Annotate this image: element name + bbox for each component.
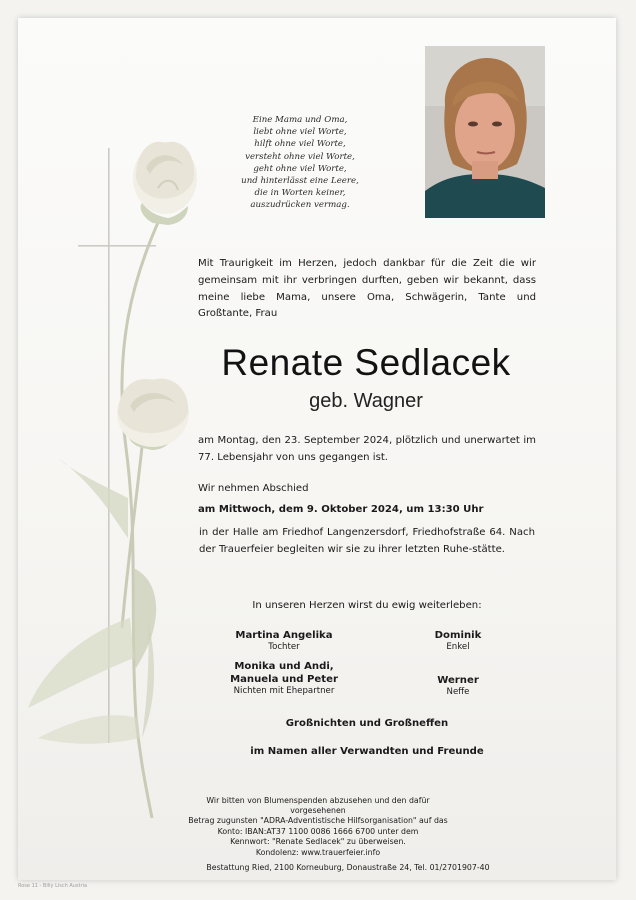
poem-line: geht ohne viel Worte, xyxy=(253,163,347,174)
image-credit: Rose 11 - Billy Lisch Austria xyxy=(18,883,88,889)
poem-line: versteht ohne viel Worte, xyxy=(245,151,355,162)
mourner-name: Werner xyxy=(437,675,479,686)
poem xyxy=(218,114,382,212)
intro-text: Mit Traurigkeit im Herzen, jedoch dankbar für die Zeit die wir gemeinsam mit ihr verbringen durften, geben wir bekannt, dass meine liebe Mama, unsere Oma, Schwägerin, Tante und Großtante, Frau xyxy=(198,258,536,320)
farewell-intro: Wir nehmen Abschied xyxy=(198,483,309,494)
mourner-relation: Tochter xyxy=(268,642,300,652)
donation-notice-line: Kennwort: "Renate Sedlacek" zu überweisen. xyxy=(230,836,406,846)
mourner-name: Dominik xyxy=(434,630,482,641)
donation-notice xyxy=(178,796,458,847)
portrait-photo xyxy=(425,46,545,218)
donation-notice-line: Wir bitten von Blumenspenden abzusehen und den dafür vorgesehenen xyxy=(206,796,430,816)
hearts-line: In unseren Herzen wirst du ewig weiterleben: xyxy=(252,600,482,611)
death-text: am Montag, den 23. September 2024, plötzlich und unerwartet im 77. Lebensjahr von uns gegangen ist. xyxy=(198,435,536,463)
all-relatives-line: im Namen aller Verwandten und Freunde xyxy=(250,746,484,757)
grand-nieces-line: Großnichten und Großneffen xyxy=(285,718,449,729)
poem-line: und hinterlässt eine Leere, xyxy=(241,176,359,187)
condolence-link[interactable]: Kondolenz: www.trauerfeier.info xyxy=(255,848,381,857)
mourner-relation: Neffe xyxy=(446,687,470,697)
mourner-name: Manuela und Peter xyxy=(230,674,338,685)
mourner-relation: Enkel xyxy=(446,642,470,652)
donation-notice-line: Betrag zugunsten "ADRA-Adventistische Hilfsorganisation" auf das xyxy=(188,816,448,826)
mourner-entry xyxy=(184,629,384,653)
mourner-relation: Nichten mit Ehepartner xyxy=(233,686,335,696)
farewell-date-time: am Mittwoch, dem 9. Oktober 2024, um 13:30 Uhr xyxy=(198,504,484,515)
donation-notice-line: Konto: IBAN:AT37 1100 0086 1666 6700 unter dem xyxy=(217,826,419,836)
poem-line: liebt ohne viel Worte, xyxy=(253,127,347,138)
mourner-entry xyxy=(358,674,558,698)
poem-line: die in Worten keiner, xyxy=(254,188,346,199)
mourner-entry xyxy=(184,660,384,697)
deceased-name: Renate Sedlacek xyxy=(221,342,511,383)
poem-line: auszudrücken vermag. xyxy=(250,200,350,211)
undertaker-info: Bestattung Ried, 2100 Korneuburg, Donaustraße 24, Tel. 01/2701907-40 xyxy=(206,863,490,872)
maiden-name: geb. Wagner xyxy=(309,390,423,412)
upper-rose-icon xyxy=(133,142,197,225)
farewell-place: in der Halle am Friedhof Langenzersdorf, Friedhofstraße 64. Nach der Trauerfeier begleiten wir sie zu ihrer letzten Ruhe-stätte. xyxy=(199,527,535,555)
mourner-name: Martina Angelika xyxy=(235,630,333,641)
obituary-card xyxy=(18,18,616,880)
poem-line: hilft ohne viel Worte, xyxy=(254,139,346,150)
poem-line: Eine Mama und Oma, xyxy=(252,115,348,125)
mourner-name: Monika und Andi, xyxy=(234,661,334,672)
mourner-entry xyxy=(358,629,558,653)
